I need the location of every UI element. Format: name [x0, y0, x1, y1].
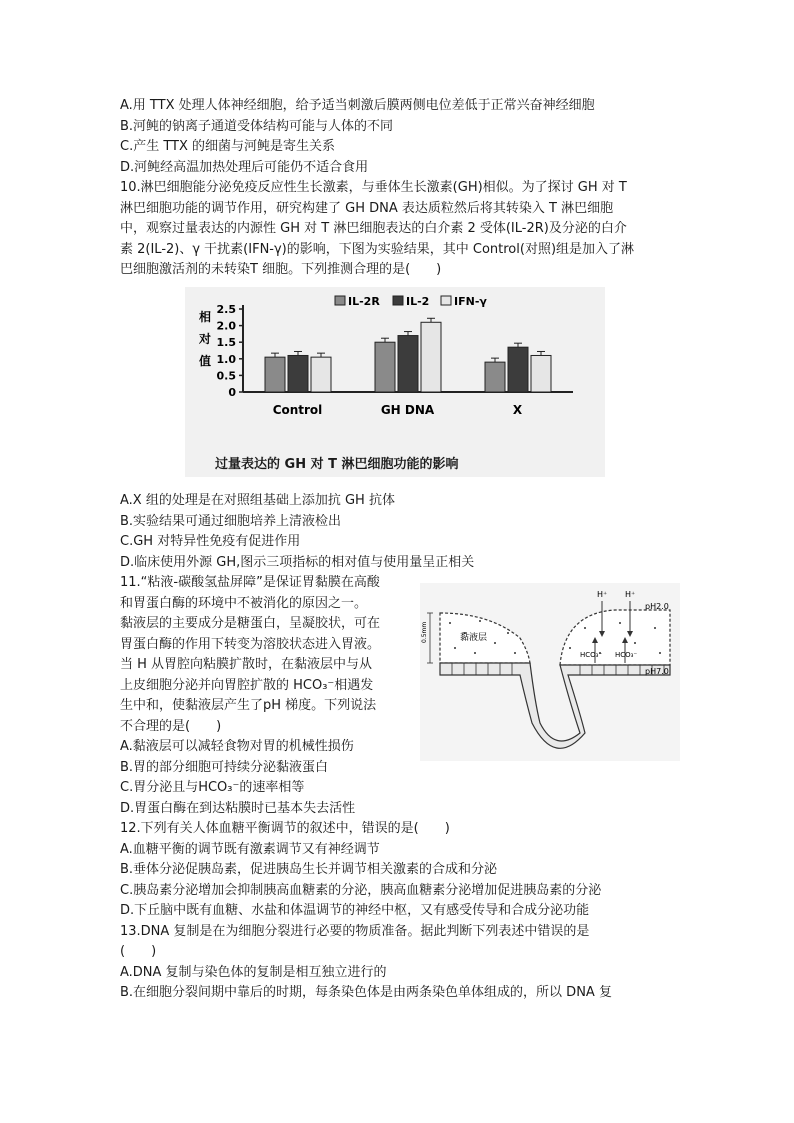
y-axis-label-char: 相: [198, 310, 212, 324]
text-line: 和胃蛋白酶的环境中不被消化的原因之一。: [120, 595, 368, 611]
text-line: C.产生 TTX 的细菌与河鲀是寄生关系: [120, 139, 336, 154]
text-line: A.用 TTX 处理人体神经细胞，给予适当刺激后膜两侧电位差低于正常兴奋神经细胞: [120, 98, 595, 113]
category-label: GH DNA: [380, 403, 435, 417]
bar: [375, 342, 395, 392]
gastric-mucosa-diagram: [420, 583, 680, 761]
text-line: 13.DNA 复制是在为细胞分裂进行必要的物质准备。据此判断下列表述中错误的是: [120, 923, 590, 939]
epithelium-left: [440, 663, 670, 748]
text-line: B.河鲀的钠离子通道受体结构可能与人体的不同: [120, 118, 394, 134]
bar-chart-figure: [185, 287, 605, 477]
y-tick-label: 2.0: [216, 319, 236, 333]
legend-label: IL-2R: [348, 295, 380, 308]
text-line: 胃蛋白酶的作用下转变为溶胶状态进入胃液。: [120, 636, 381, 652]
text-line: 12.下列有关人体血糖平衡调节的叙述中，错误的是( ): [120, 821, 450, 836]
text-line: B.实验结果可通过细胞培养上清液检出: [120, 513, 342, 529]
y-axis-label-char: 值: [198, 354, 212, 368]
bar: [531, 355, 551, 392]
text-line: 素 2(IL-2)、γ 干扰素(IFN-γ)的影响，下图为实验结果，其中 Control(对照)组是加入了淋: [120, 241, 635, 257]
text-line: 淋巴细胞功能的调节作用，研究构建了 GH DNA 表达质粒然后将其转染入 T 淋巴细胞: [120, 200, 614, 216]
text-line: C.胃分泌且与HCO₃⁻的速率相等: [120, 780, 305, 795]
text-line: C.胰岛素分泌增加会抑制胰高血糖素的分泌，胰高血糖素分泌增加促进胰岛素的分泌: [120, 882, 602, 898]
text-line: 上皮细胞分泌并向胃腔扩散的 HCO₃⁻相遇发: [120, 677, 374, 693]
y-axis-label-char: 对: [198, 332, 212, 346]
label-hco3-2: HCO₃⁻: [615, 651, 638, 659]
legend-label: IL-2: [406, 295, 430, 308]
category-label: X: [512, 403, 523, 417]
label-h2: H⁺: [625, 590, 636, 599]
text-line: C.GH 对特异性免疫有促进作用: [120, 534, 301, 549]
label-thickness: 0.5mm: [421, 621, 428, 643]
text-line: B.在细胞分裂间期中靠后的时期，每条染色体是由两条染色单体组成的，所以 DNA 复: [120, 985, 612, 1000]
text-line: 巴细胞激活剂的未转染T 细胞。下列推测合理的是( ): [120, 262, 442, 277]
category-label: Control: [272, 403, 323, 417]
text-line: 10.淋巴细胞能分泌免疫反应性生长激素，与垂体生长激素(GH)相似。为了探讨 GH 对 T: [120, 180, 627, 195]
text-line: B.胃的部分细胞可持续分泌黏液蛋白: [120, 759, 329, 775]
bar: [288, 355, 308, 392]
legend-swatch: [393, 296, 403, 305]
y-tick-label: 2.5: [216, 303, 236, 316]
text-line: A.黏液层可以减轻食物对胃的机械性损伤: [120, 739, 354, 754]
text-line: A.DNA 复制与染色体的复制是相互独立进行的: [120, 964, 387, 980]
chart-title: 过量表达的 GH 对 T 淋巴细胞功能的影响: [215, 457, 459, 472]
text-line: D.胃蛋白酶在到达粘膜时已基本失去活性: [120, 800, 356, 816]
text-line: 黏液层的主要成分是糖蛋白，呈凝胶状，可在: [120, 616, 381, 631]
text-line: B.垂体分泌促胰岛素，促进胰岛生长并调节相关激素的合成和分泌: [120, 862, 498, 877]
text-line: 当 H 从胃腔向粘膜扩散时，在黏液层中与从: [120, 657, 373, 672]
y-tick-label: 1.0: [216, 352, 236, 366]
bar: [485, 362, 505, 392]
label-ph-top: pH2.0: [645, 602, 669, 611]
bar: [398, 336, 418, 392]
text-line: A.X 组的处理是在对照组基础上添加抗 GH 抗体: [120, 493, 395, 508]
bar: [508, 347, 528, 392]
text-line: D.临床使用外源 GH,图示三项指标的相对值与使用量呈正相关: [120, 554, 475, 570]
text-line: 不合理的是( ): [120, 718, 222, 734]
text-line: D.下丘脑中既有血糖、水盐和体温调节的神经中枢，又有感受传导和合成分泌功能: [120, 903, 590, 918]
label-h1: H⁺: [597, 590, 608, 599]
legend-label: IFN-γ: [454, 295, 487, 308]
label-ph-bottom: pH7.0: [645, 667, 669, 676]
mucosa-svg: [420, 583, 680, 761]
bar: [421, 322, 441, 392]
label-hco3-1: HCO₃⁻: [580, 651, 603, 659]
y-tick-label: 0.5: [216, 369, 236, 383]
legend-swatch: [441, 296, 451, 305]
y-tick-label: 1.5: [216, 336, 236, 350]
bar-chart: [185, 287, 605, 447]
text-line: ( ): [120, 944, 157, 959]
bar: [265, 357, 285, 392]
text-line: 生中和，使黏液层产生了pH 梯度。下列说法: [120, 698, 377, 713]
legend-swatch: [335, 296, 345, 305]
text-line: D.河鲀经高温加热处理后可能仍不适合食用: [120, 159, 369, 175]
y-tick-label: 0: [228, 386, 236, 399]
label-mucus: 黏液层: [460, 633, 488, 643]
text-line: A.血糖平衡的调节既有激素调节又有神经调节: [120, 841, 380, 857]
text-line: 11.“粘液-碳酸氢盐屏障”是保证胃黏膜在高酸: [120, 575, 380, 590]
text-line: 中，观察过量表达的内源性 GH 对 T 淋巴细胞表达的白介素 2 受体(IL-2R)及分泌的白介: [120, 221, 627, 236]
bar: [311, 357, 331, 392]
